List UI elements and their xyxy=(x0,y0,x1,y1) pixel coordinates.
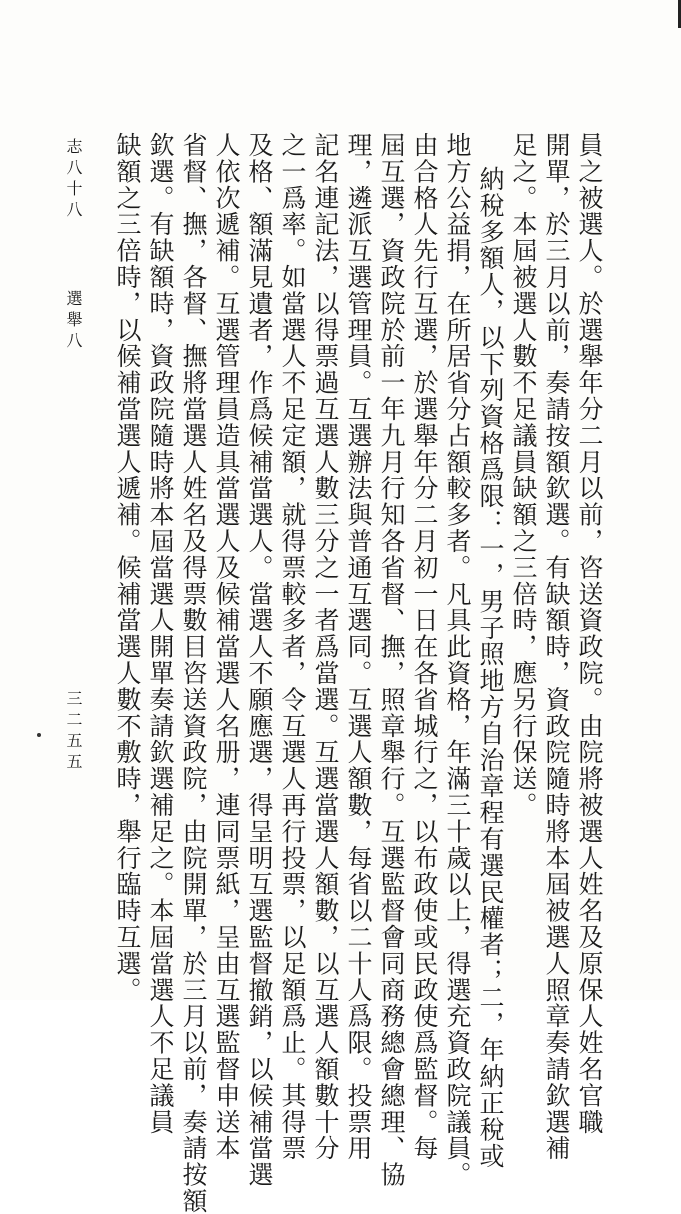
margin-dot xyxy=(37,733,41,737)
text-column-10: 之一爲率。如當選人不足定額，就得票較多者，令互選人再行投票，以足額爲止。其得票 xyxy=(278,132,307,1162)
text-column-4: 納稅多額人，以下列資格爲限：一，男子照地方自治章程有選民權者；二，年納正稅或 xyxy=(476,166,505,1170)
chapter-label: 選舉八 xyxy=(64,290,83,353)
text-column-13: 省督、撫，各督、撫將當選人姓名及得票數目咨送資政院，由院開單，於三月以前，奏請按額 xyxy=(179,132,208,1214)
text-column-12: 人依次遞補。互選管理員造具當選人及候補當選人名册，連同票紙，呈由互選監督申送本 xyxy=(212,132,241,1162)
text-column-3: 足之。本屆被選人數不足議員缺額之三倍時，應另行保送。 xyxy=(509,132,538,819)
text-column-11: 及格、額滿見遺者，作爲候補當選人。當選人不願應選，得呈明互選監督撤銷，以候補當選 xyxy=(245,132,274,1188)
volume-label: 志八十八 xyxy=(64,138,83,222)
page-number: 三二五五 xyxy=(64,690,83,774)
text-column-2: 開單，於三月以前，奏請按額欽選。有缺額時，資政院隨時將本屆被選人照章奏請欽選補 xyxy=(542,132,571,1162)
text-column-9: 記名連記法，以得票過互選人數三分之一者爲當選。互選當選人額數，以互選人額數十分 xyxy=(311,132,340,1162)
text-column-7: 屆互選，資政院於前一年九月行知各省督、撫，照章舉行。互選監督會同商務總會總理、協 xyxy=(377,132,406,1188)
text-column-6: 由合格人先行互選，於選舉年分二月初一日在各省城行之，以布政使或民政使爲監督。每 xyxy=(410,132,439,1162)
text-column-8: 理，遴派互選管理員。互選辦法與普通互選同。互選人額數，每省以二十人爲限。投票用 xyxy=(344,132,373,1162)
text-column-5: 地方公益捐，在所居省分占額較多者。凡具此資格，年滿三十歲以上，得選充資政院議員。 xyxy=(443,132,472,1188)
text-column-1: 員之被選人。於選舉年分二月以前，咨送資政院。由院將被選人姓名及原保人姓名官職 xyxy=(575,132,604,1136)
text-column-14: 欽選。有缺額時，資政院隨時將本屆當選人開單奏請欽選補足之。本屆當選人不足議員 xyxy=(146,132,175,1136)
text-column-15: 缺額之三倍時，以候補當選人遞補。候補當選人數不敷時，舉行臨時互選。 xyxy=(113,132,142,1004)
